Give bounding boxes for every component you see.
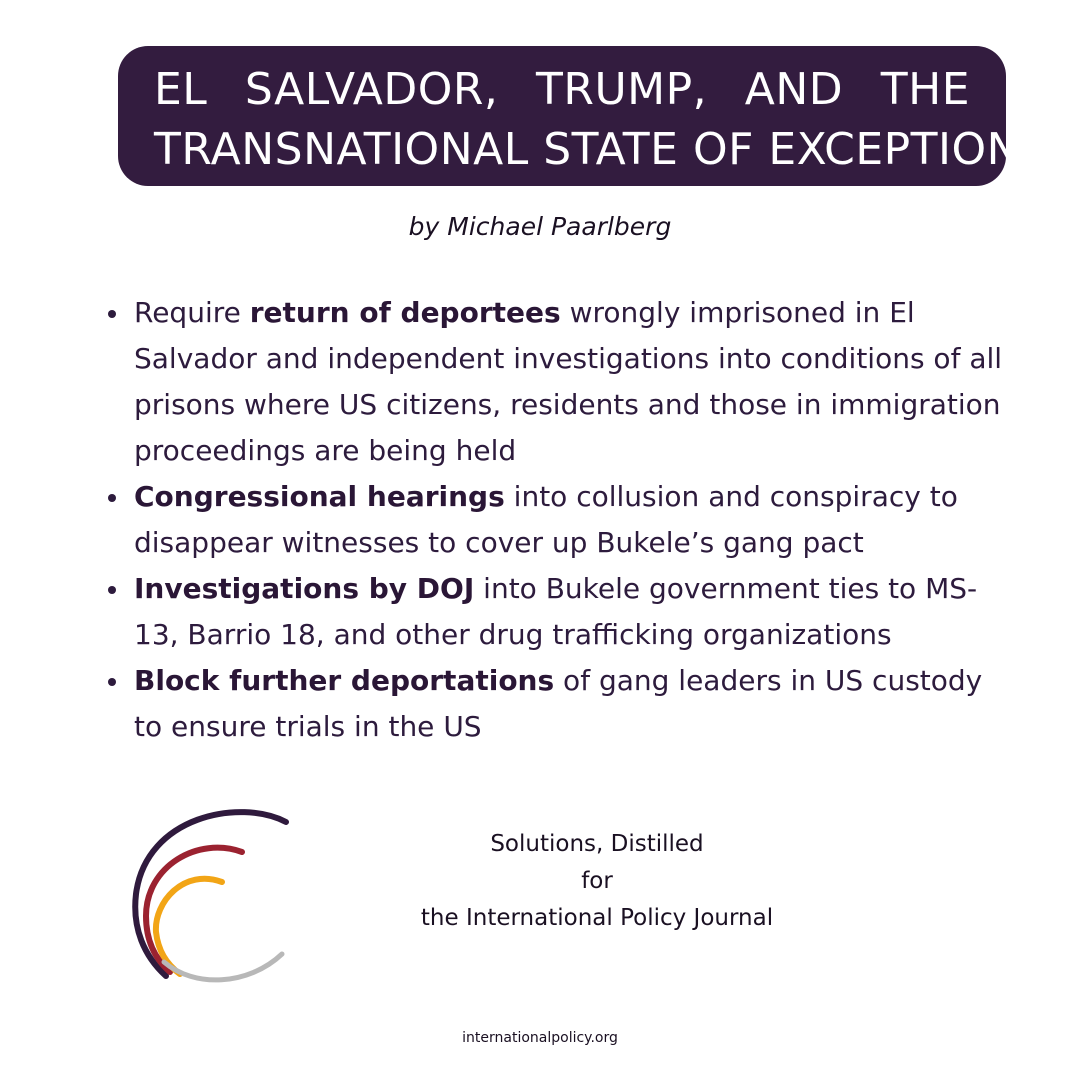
list-item xyxy=(104,658,1004,750)
point-highlight: return of deportees xyxy=(249,296,561,329)
title-word: TRUMP, xyxy=(536,64,708,115)
bullet-icon xyxy=(108,310,116,318)
tagline-line: Solutions, Distilled xyxy=(490,831,704,857)
point-highlight: Congressional hearings xyxy=(134,480,505,513)
bullet-icon xyxy=(108,678,116,686)
title-line-1 xyxy=(154,60,970,120)
point-highlight: Investigations by DOJ xyxy=(134,572,475,605)
point-text: into Bukele government ties to MS-13, Barrio 18, and other drug trafficking organizations xyxy=(134,572,978,651)
bullet-icon xyxy=(108,586,116,594)
title-word: EL xyxy=(154,64,208,115)
tagline xyxy=(412,826,782,937)
journal-logo-icon xyxy=(128,806,298,986)
point-text: of gang leaders in US custody to ensure trials in the US xyxy=(134,664,983,743)
point-text: wrongly imprisoned in El Salvador and independent investigations into conditions of all prisons where US citizens, residents and those in immigration proceedings are being held xyxy=(134,296,1003,467)
tagline-line: the International Policy Journal xyxy=(420,905,774,931)
title-word: SALVADOR, xyxy=(244,64,499,115)
title-banner xyxy=(118,46,1021,186)
logo-arc-purple xyxy=(135,812,286,976)
title-word: THE xyxy=(880,64,970,115)
title-word: AND xyxy=(744,64,844,115)
list-item xyxy=(104,474,1004,566)
point-text: into collusion and conspiracy to disappear witnesses to cover up Bukele’s gang pact xyxy=(134,480,958,559)
point-highlight: Block further deportations xyxy=(134,664,555,697)
bullet-icon xyxy=(108,494,116,502)
title-line-2: TRANSNATIONAL STATE OF EXCEPTION xyxy=(154,124,1021,175)
tagline-line: for xyxy=(581,868,613,894)
point-prefix: Require xyxy=(134,296,250,329)
logo-arc-orange xyxy=(156,879,222,974)
recommendations-list xyxy=(104,290,1004,750)
website-url: internationalpolicy.org xyxy=(462,1030,618,1046)
list-item xyxy=(104,566,1004,658)
list-item xyxy=(104,290,1004,474)
author-byline: by Michael Paarlberg xyxy=(408,212,672,241)
